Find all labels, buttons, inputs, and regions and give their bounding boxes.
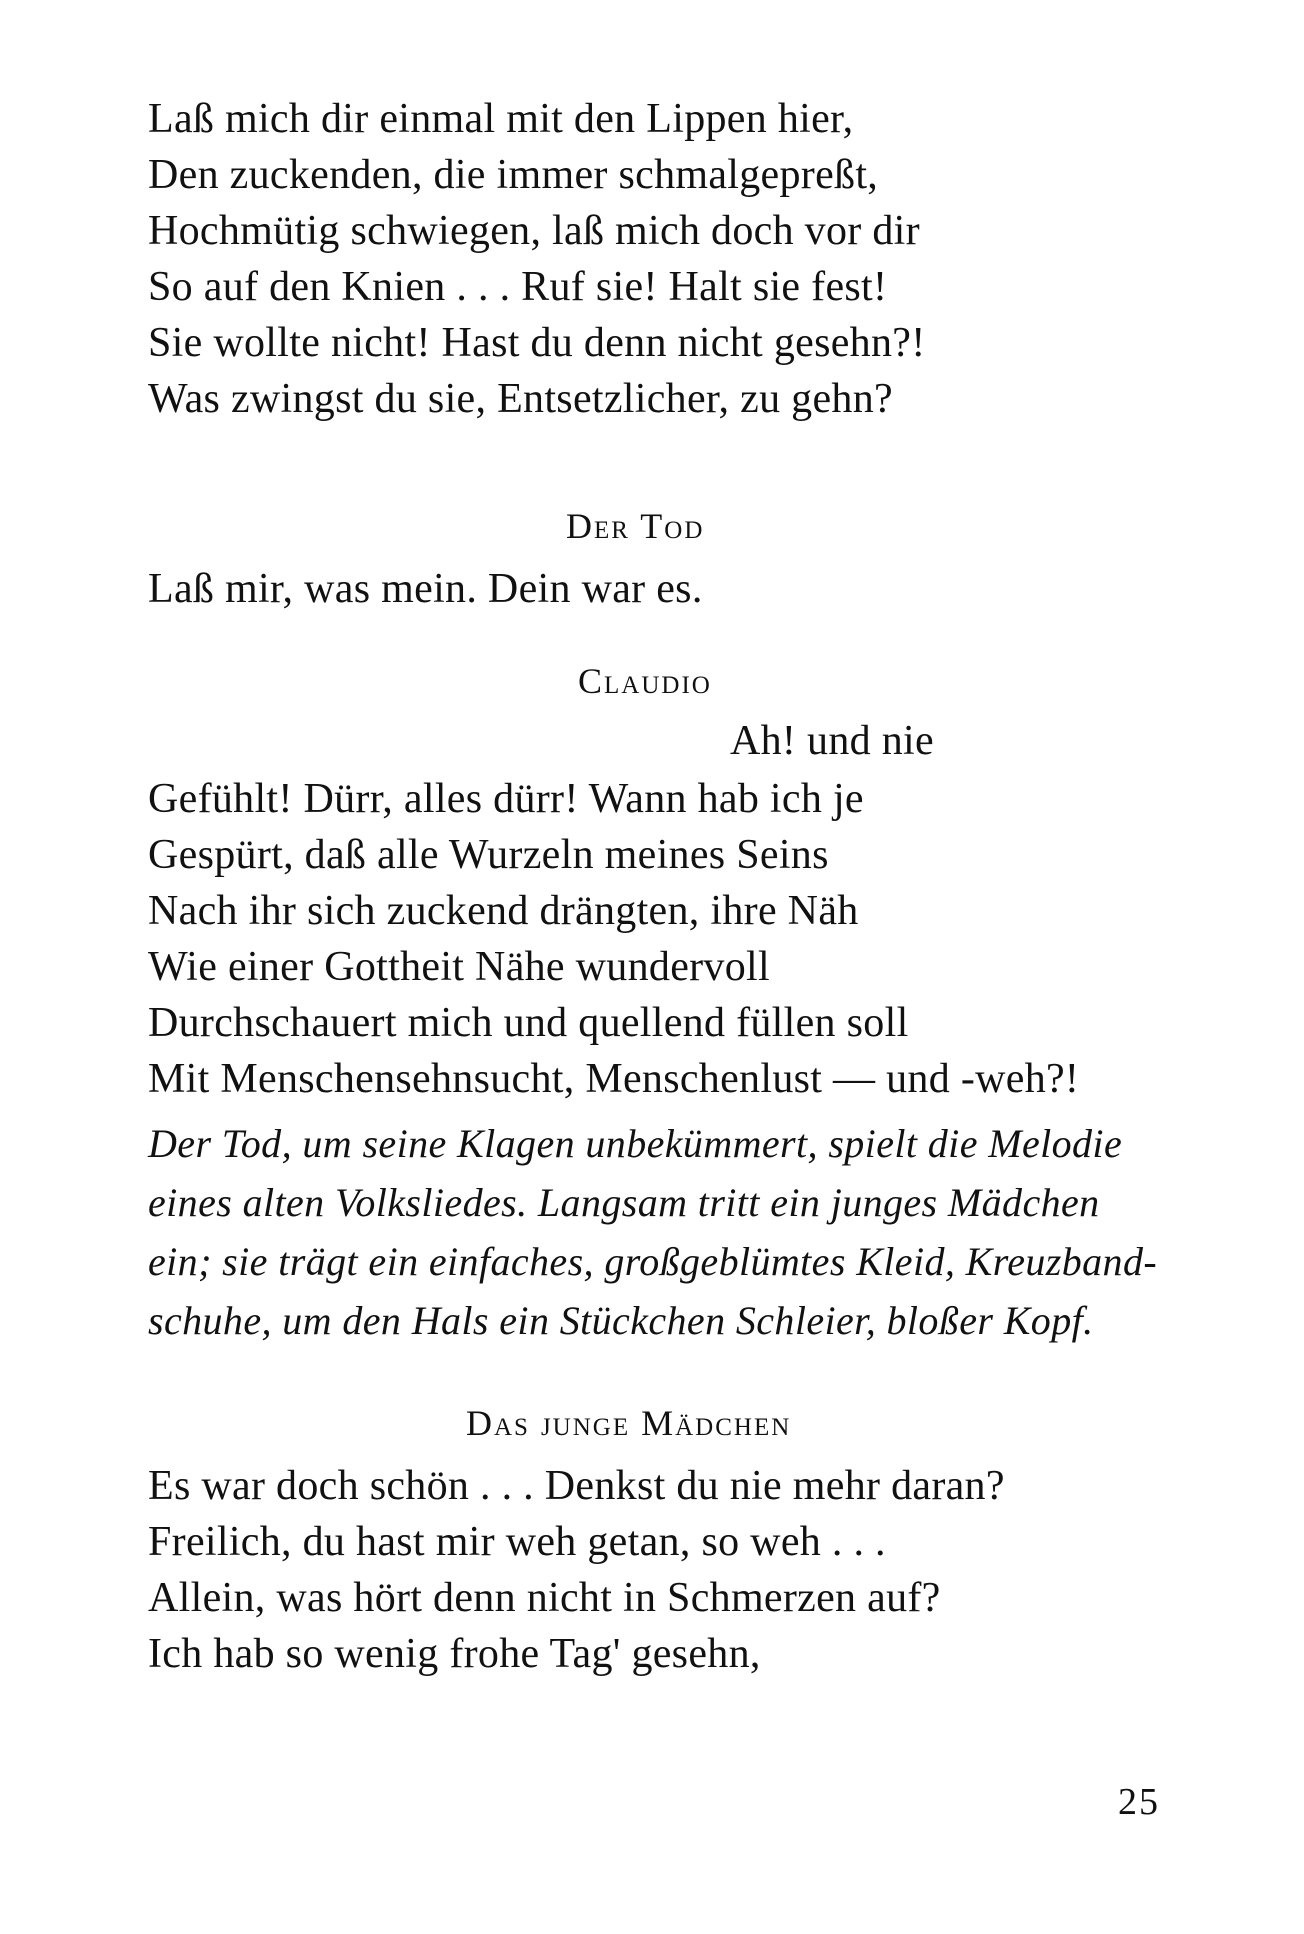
verse-line: Sie wollte nicht! Hast du denn nicht gesehn?! (148, 320, 926, 366)
verse-line-indented: Ah! und nie (730, 718, 934, 764)
verse-line: Den zuckenden, die immer schmalgepreßt, (148, 152, 879, 198)
verse-line: Ich hab so wenig frohe Tag' gesehn, (148, 1631, 761, 1677)
verse-line: Es war doch schön . . . Denkst du nie mehr daran? (148, 1463, 1005, 1509)
verse-line: Allein, was hört denn nicht in Schmerzen auf? (148, 1575, 941, 1621)
speaker-claudio: Claudio (578, 661, 712, 701)
verse-line: Laß mir, was mein. Dein war es. (148, 566, 703, 612)
page-number: 25 (1118, 1781, 1160, 1823)
verse-line: Durchschauert mich und quellend füllen soll (148, 1000, 909, 1046)
stage-direction-line: ein; sie trägt ein einfaches, großgeblümtes Kleid, Kreuzband- (148, 1239, 1158, 1284)
verse-line: Was zwingst du sie, Entsetzlicher, zu gehn? (148, 376, 893, 422)
stage-direction-line: Der Tod, um seine Klagen unbekümmert, spielt die Melodie (148, 1121, 1123, 1166)
stage-direction-line: schuhe, um den Hals ein Stückchen Schleier, bloßer Kopf. (148, 1298, 1094, 1343)
verse-line: Nach ihr sich zuckend drängten, ihre Näh (148, 888, 859, 934)
verse-line: Hochmütig schwiegen, laß mich doch vor dir (148, 208, 920, 254)
verse-line: Gefühlt! Dürr, alles dürr! Wann hab ich je (148, 776, 864, 822)
stage-direction-line: eines alten Volksliedes. Langsam tritt ein junges Mädchen (148, 1180, 1100, 1225)
verse-line: Mit Menschensehnsucht, Menschenlust — und -weh?! (148, 1056, 1080, 1102)
verse-line: Laß mich dir einmal mit den Lippen hier, (148, 96, 854, 142)
verse-line: Wie einer Gottheit Nähe wundervoll (148, 944, 770, 990)
verse-line: So auf den Knien . . . Ruf sie! Halt sie fest! (148, 264, 888, 310)
verse-line: Gespürt, daß alle Wurzeln meines Seins (148, 832, 829, 878)
speaker-das-junge-maedchen: Das junge Mädchen (466, 1403, 792, 1443)
verse-line: Freilich, du hast mir weh getan, so weh . . . (148, 1519, 886, 1565)
speaker-der-tod: Der Tod (566, 506, 705, 546)
